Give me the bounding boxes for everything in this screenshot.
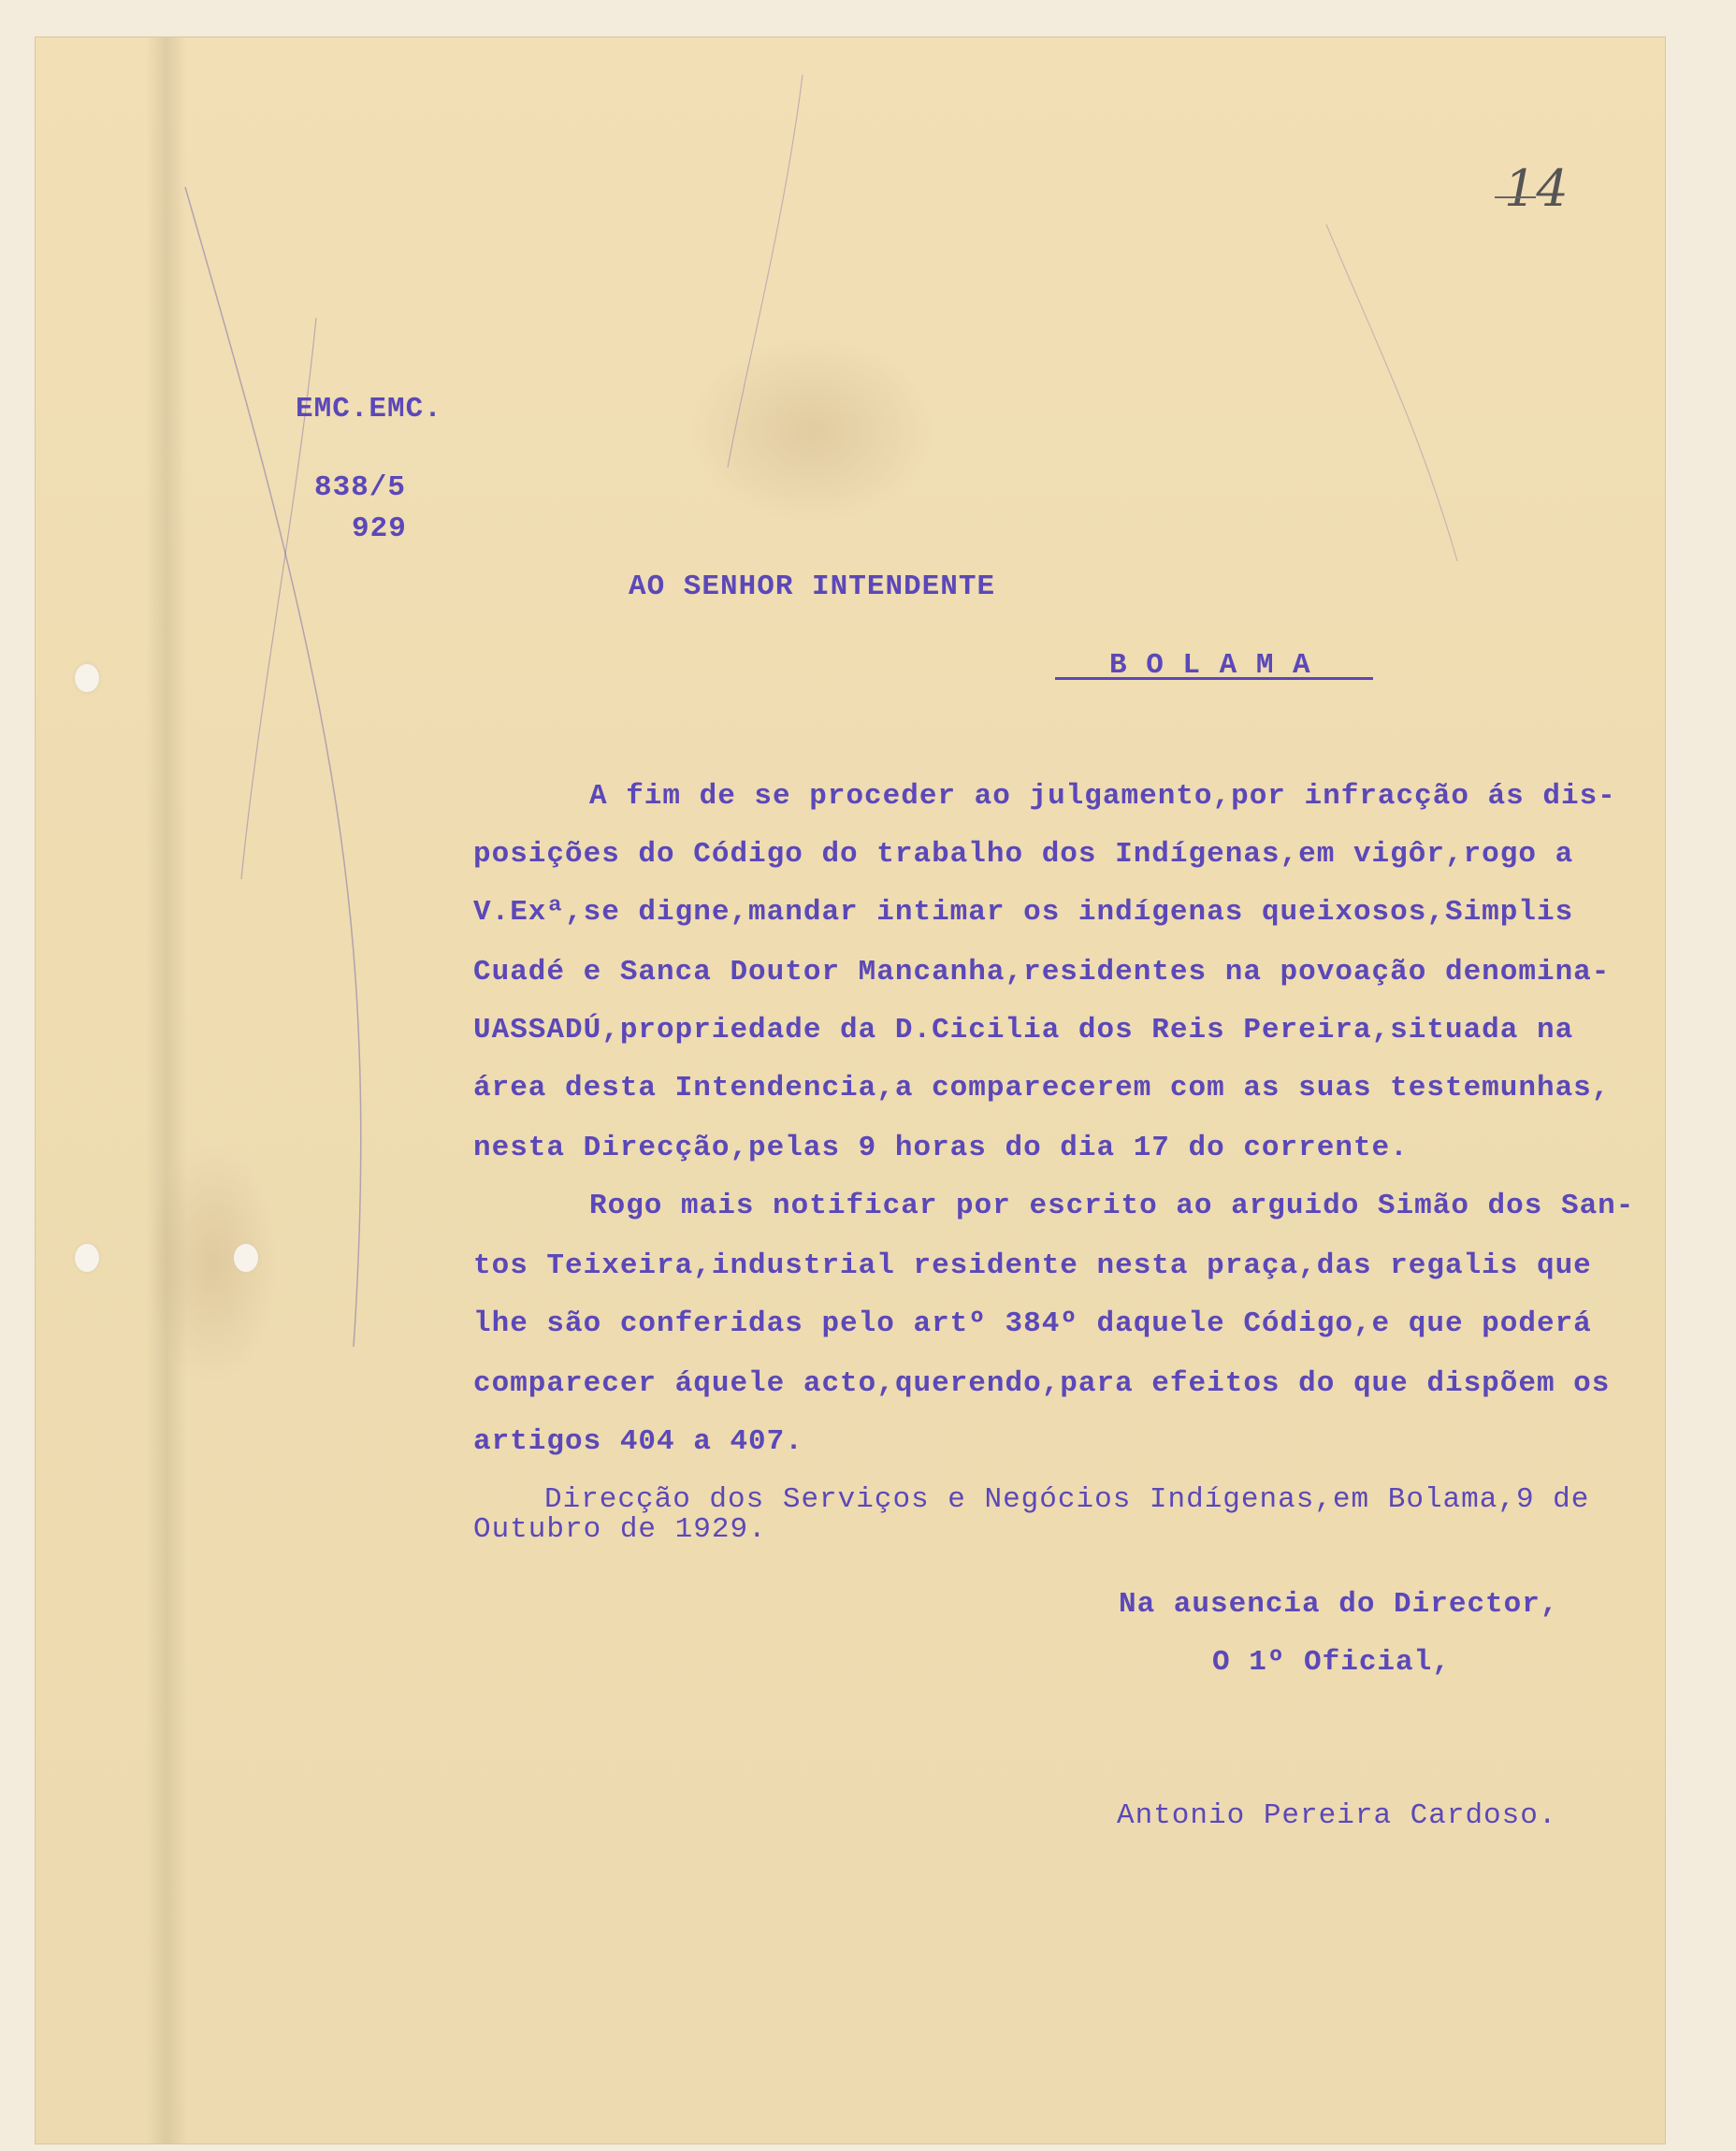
body-line: Cuadé e Sanca Doutor Mancanha,residentes na povoação denomina-	[473, 956, 1611, 989]
body-line: Rogo mais notificar por escrito ao arguido Simão dos San-	[589, 1190, 1635, 1222]
body-line: V.Exª,se digne,mandar intimar os indígenas queixosos,Simplis	[473, 896, 1574, 929]
reference-year: 929	[352, 512, 407, 545]
reference-code: EMC.EMC.	[296, 393, 442, 426]
addressee-title: AO SENHOR INTENDENTE	[629, 570, 996, 603]
punch-hole	[75, 1244, 99, 1272]
addressee-place: B O L A M A	[1109, 649, 1311, 682]
signature-name: Antonio Pereira Cardoso.	[1117, 1799, 1557, 1832]
closing-line: Na ausencia do Director,	[1119, 1588, 1559, 1621]
body-line: comparecer áquele acto,querendo,para efeitos do que dispõem os	[473, 1367, 1611, 1400]
page-number-underline	[1495, 196, 1536, 198]
body-line: lhe são conferidas pelo artº 384º daquele Código,e que poderá	[473, 1307, 1592, 1340]
body-line: nesta Direcção,pelas 9 horas do dia 17 do corrente.	[473, 1132, 1409, 1164]
addressee-underline	[1055, 677, 1373, 680]
reference-number: 838/5	[314, 471, 407, 504]
dateline: Direcção dos Serviços e Negócios Indígenas,em Bolama,9 de	[544, 1483, 1590, 1516]
closing-line: O 1º Oficial,	[1212, 1646, 1451, 1679]
body-line: tos Teixeira,industrial residente nesta praça,das regalis que	[473, 1249, 1592, 1282]
body-line: posições do Código do trabalho dos Indígenas,em vigôr,rogo a	[473, 838, 1574, 871]
page-number: 14	[1504, 159, 1569, 218]
document-page	[36, 37, 1665, 2144]
punch-hole	[75, 664, 99, 692]
body-line: UASSADÚ,propriedade da D.Cicilia dos Reis Pereira,situada na	[473, 1014, 1574, 1047]
body-line: artigos 404 a 407.	[473, 1425, 803, 1458]
body-line: área desta Intendencia,a comparecerem com as suas testemunhas,	[473, 1072, 1611, 1104]
punch-hole	[234, 1244, 258, 1272]
dateline: Outubro de 1929.	[473, 1513, 767, 1546]
body-line: A fim de se proceder ao julgamento,por infracção ás dis-	[589, 780, 1616, 813]
